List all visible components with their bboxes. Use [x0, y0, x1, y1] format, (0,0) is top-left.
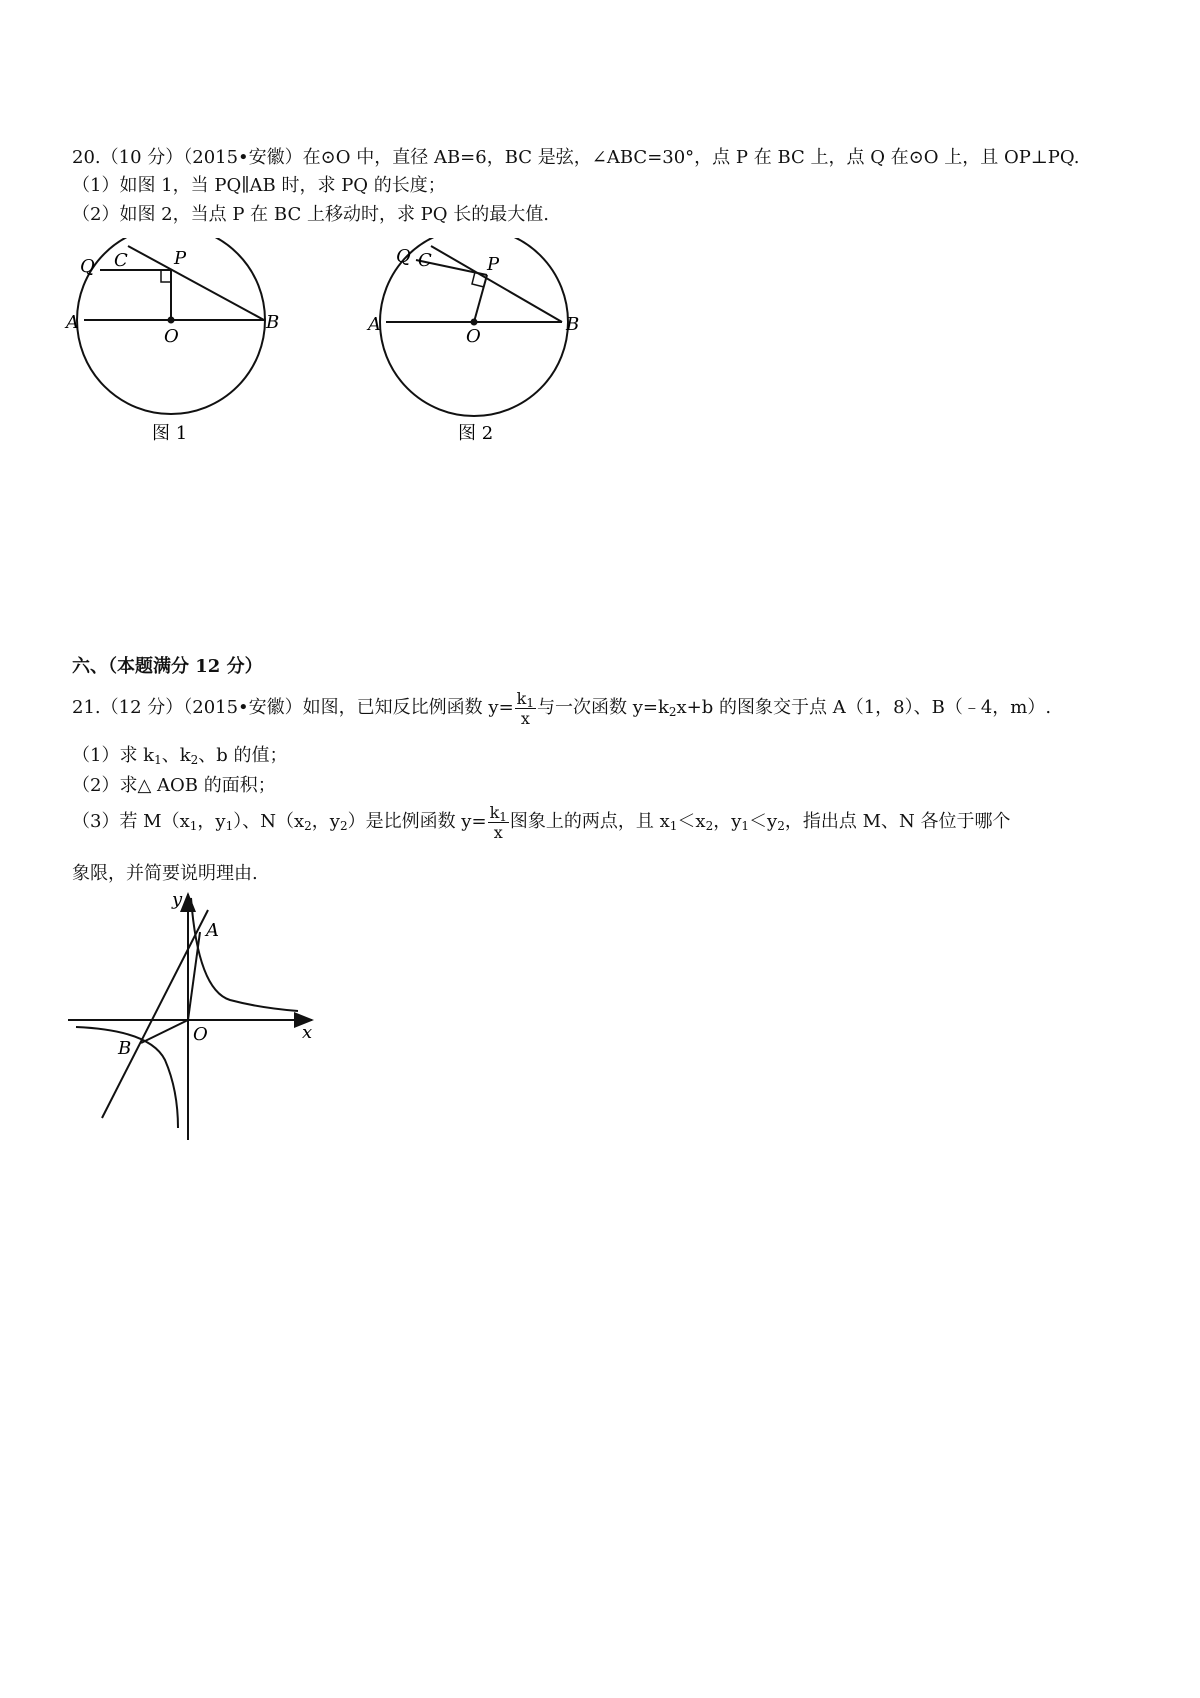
q21-p3-frac-den: x: [493, 822, 503, 842]
q21-p3-s5: 1: [669, 819, 678, 833]
fig2-segment-op: [474, 275, 487, 322]
fig1-caption: 图 1: [152, 423, 188, 444]
fig2-label-q: Q: [396, 246, 411, 267]
q21-p3-frac-num-sub: 1: [499, 809, 507, 824]
q21-p3-j: ，指出点 M、N 各位于哪个: [784, 811, 1011, 832]
graph-label-y: y: [172, 889, 183, 910]
q21-p1-a: （1）求 k: [72, 745, 155, 766]
fig2-label-c: C: [418, 250, 432, 271]
q20-part2: （2）如图 2，当点 P 在 BC 上移动时，求 PQ 长的最大值.: [72, 204, 549, 225]
fig2-label-b: B: [566, 314, 580, 335]
q21-p3-s2: 1: [225, 819, 234, 833]
q21-p1-sub2: 2: [190, 753, 199, 767]
q21-p3-s1: 1: [189, 819, 198, 833]
q21-graph: [66, 888, 336, 1148]
q21-fraction: [515, 689, 536, 728]
q21-stem: [72, 686, 1051, 730]
q21-p3-s4: 2: [339, 819, 348, 833]
q21-p3-e: ）是比例函数 y=: [347, 811, 487, 832]
q21-p3-b: ，y: [197, 811, 226, 832]
q21-p3-frac-num: k: [489, 802, 500, 822]
segment-ob: [141, 1020, 188, 1043]
fig2-label-p: P: [487, 254, 500, 275]
q21-frac-num: k: [516, 688, 527, 708]
q20-figure2: [362, 238, 602, 478]
q21-part2: （2）求△ AOB 的面积；: [72, 775, 276, 796]
graph-label-a: A: [206, 920, 219, 941]
q21-p3-s7: 1: [741, 819, 750, 833]
q20-part1: （1）如图 1，当 PQ∥AB 时，求 PQ 的长度；: [72, 175, 446, 196]
q20-figure1: [60, 238, 300, 478]
q21-frac-num-sub: 1: [526, 695, 534, 710]
fig1-label-q: Q: [80, 256, 95, 277]
q21-stem-sub2: 2: [668, 705, 677, 719]
fig1-label-o: O: [164, 326, 179, 347]
graph-label-b: B: [118, 1038, 132, 1059]
q20-stem: 20.（10 分）（2015•安徽）在⊙O 中，直径 AB=6，BC 是弦，∠ABC=30°，点 P 在 BC 上，点 Q 在⊙O 上，且 OP⊥PQ.: [72, 147, 1080, 168]
q21-p1-sub1: 1: [154, 753, 162, 767]
fig2-label-a: A: [368, 314, 381, 335]
fig2-caption: 图 2: [458, 423, 494, 444]
q21-p3-g: ＜x: [677, 811, 706, 832]
section6-heading: 六、（本题满分 12 分）: [72, 656, 263, 677]
fig1-label-c: C: [114, 250, 128, 271]
q21-stem-mid: 与一次函数 y=k: [537, 697, 669, 718]
q21-p3-h: ，y: [713, 811, 742, 832]
q21-frac-den: x: [520, 708, 530, 728]
fig1-center-dot: [168, 317, 175, 324]
fig2-label-o: O: [466, 326, 481, 347]
fig1-chord-bc: [128, 246, 264, 320]
fig1-label-p: P: [174, 248, 187, 269]
q21-p1-b: 、k: [161, 745, 191, 766]
q21-stem-prefix: 21.（12 分）（2015•安徽）如图，已知反比例函数 y=: [72, 697, 514, 718]
q21-part3-cont: 象限，并简要说明理由.: [72, 863, 258, 884]
graph-label-o: O: [193, 1024, 208, 1045]
fig2-center-dot: [471, 319, 478, 326]
q21-p3-s6: 2: [705, 819, 714, 833]
q21-stem-suffix: x+b 的图象交于点 A（1，8）、B（﹣4，m）.: [676, 697, 1052, 718]
q21-p3-s3: 2: [304, 819, 312, 833]
fig1-right-angle-mark: [161, 270, 171, 282]
q21-p3-s8: 2: [777, 819, 785, 833]
fig1-label-b: B: [266, 312, 280, 333]
q21-part1: [72, 744, 288, 768]
q21-p3-f: 图象上的两点，且 x: [509, 811, 670, 832]
q21-p3-d: ，y: [311, 811, 340, 832]
q21-p1-c: 、b 的值；: [198, 745, 288, 766]
q21-p3-a: （3）若 M（x: [72, 811, 190, 832]
fig1-label-a: A: [66, 312, 79, 333]
graph-label-x: x: [302, 1022, 313, 1043]
hyperbola-branch-q1: [191, 898, 298, 1011]
q21-p3-i: ＜y: [749, 811, 778, 832]
q21-p3-fraction: [488, 803, 509, 842]
q21-p3-c: ）、N（x: [233, 811, 305, 832]
linear-function-line: [102, 910, 208, 1118]
q21-part3: [72, 800, 1010, 844]
